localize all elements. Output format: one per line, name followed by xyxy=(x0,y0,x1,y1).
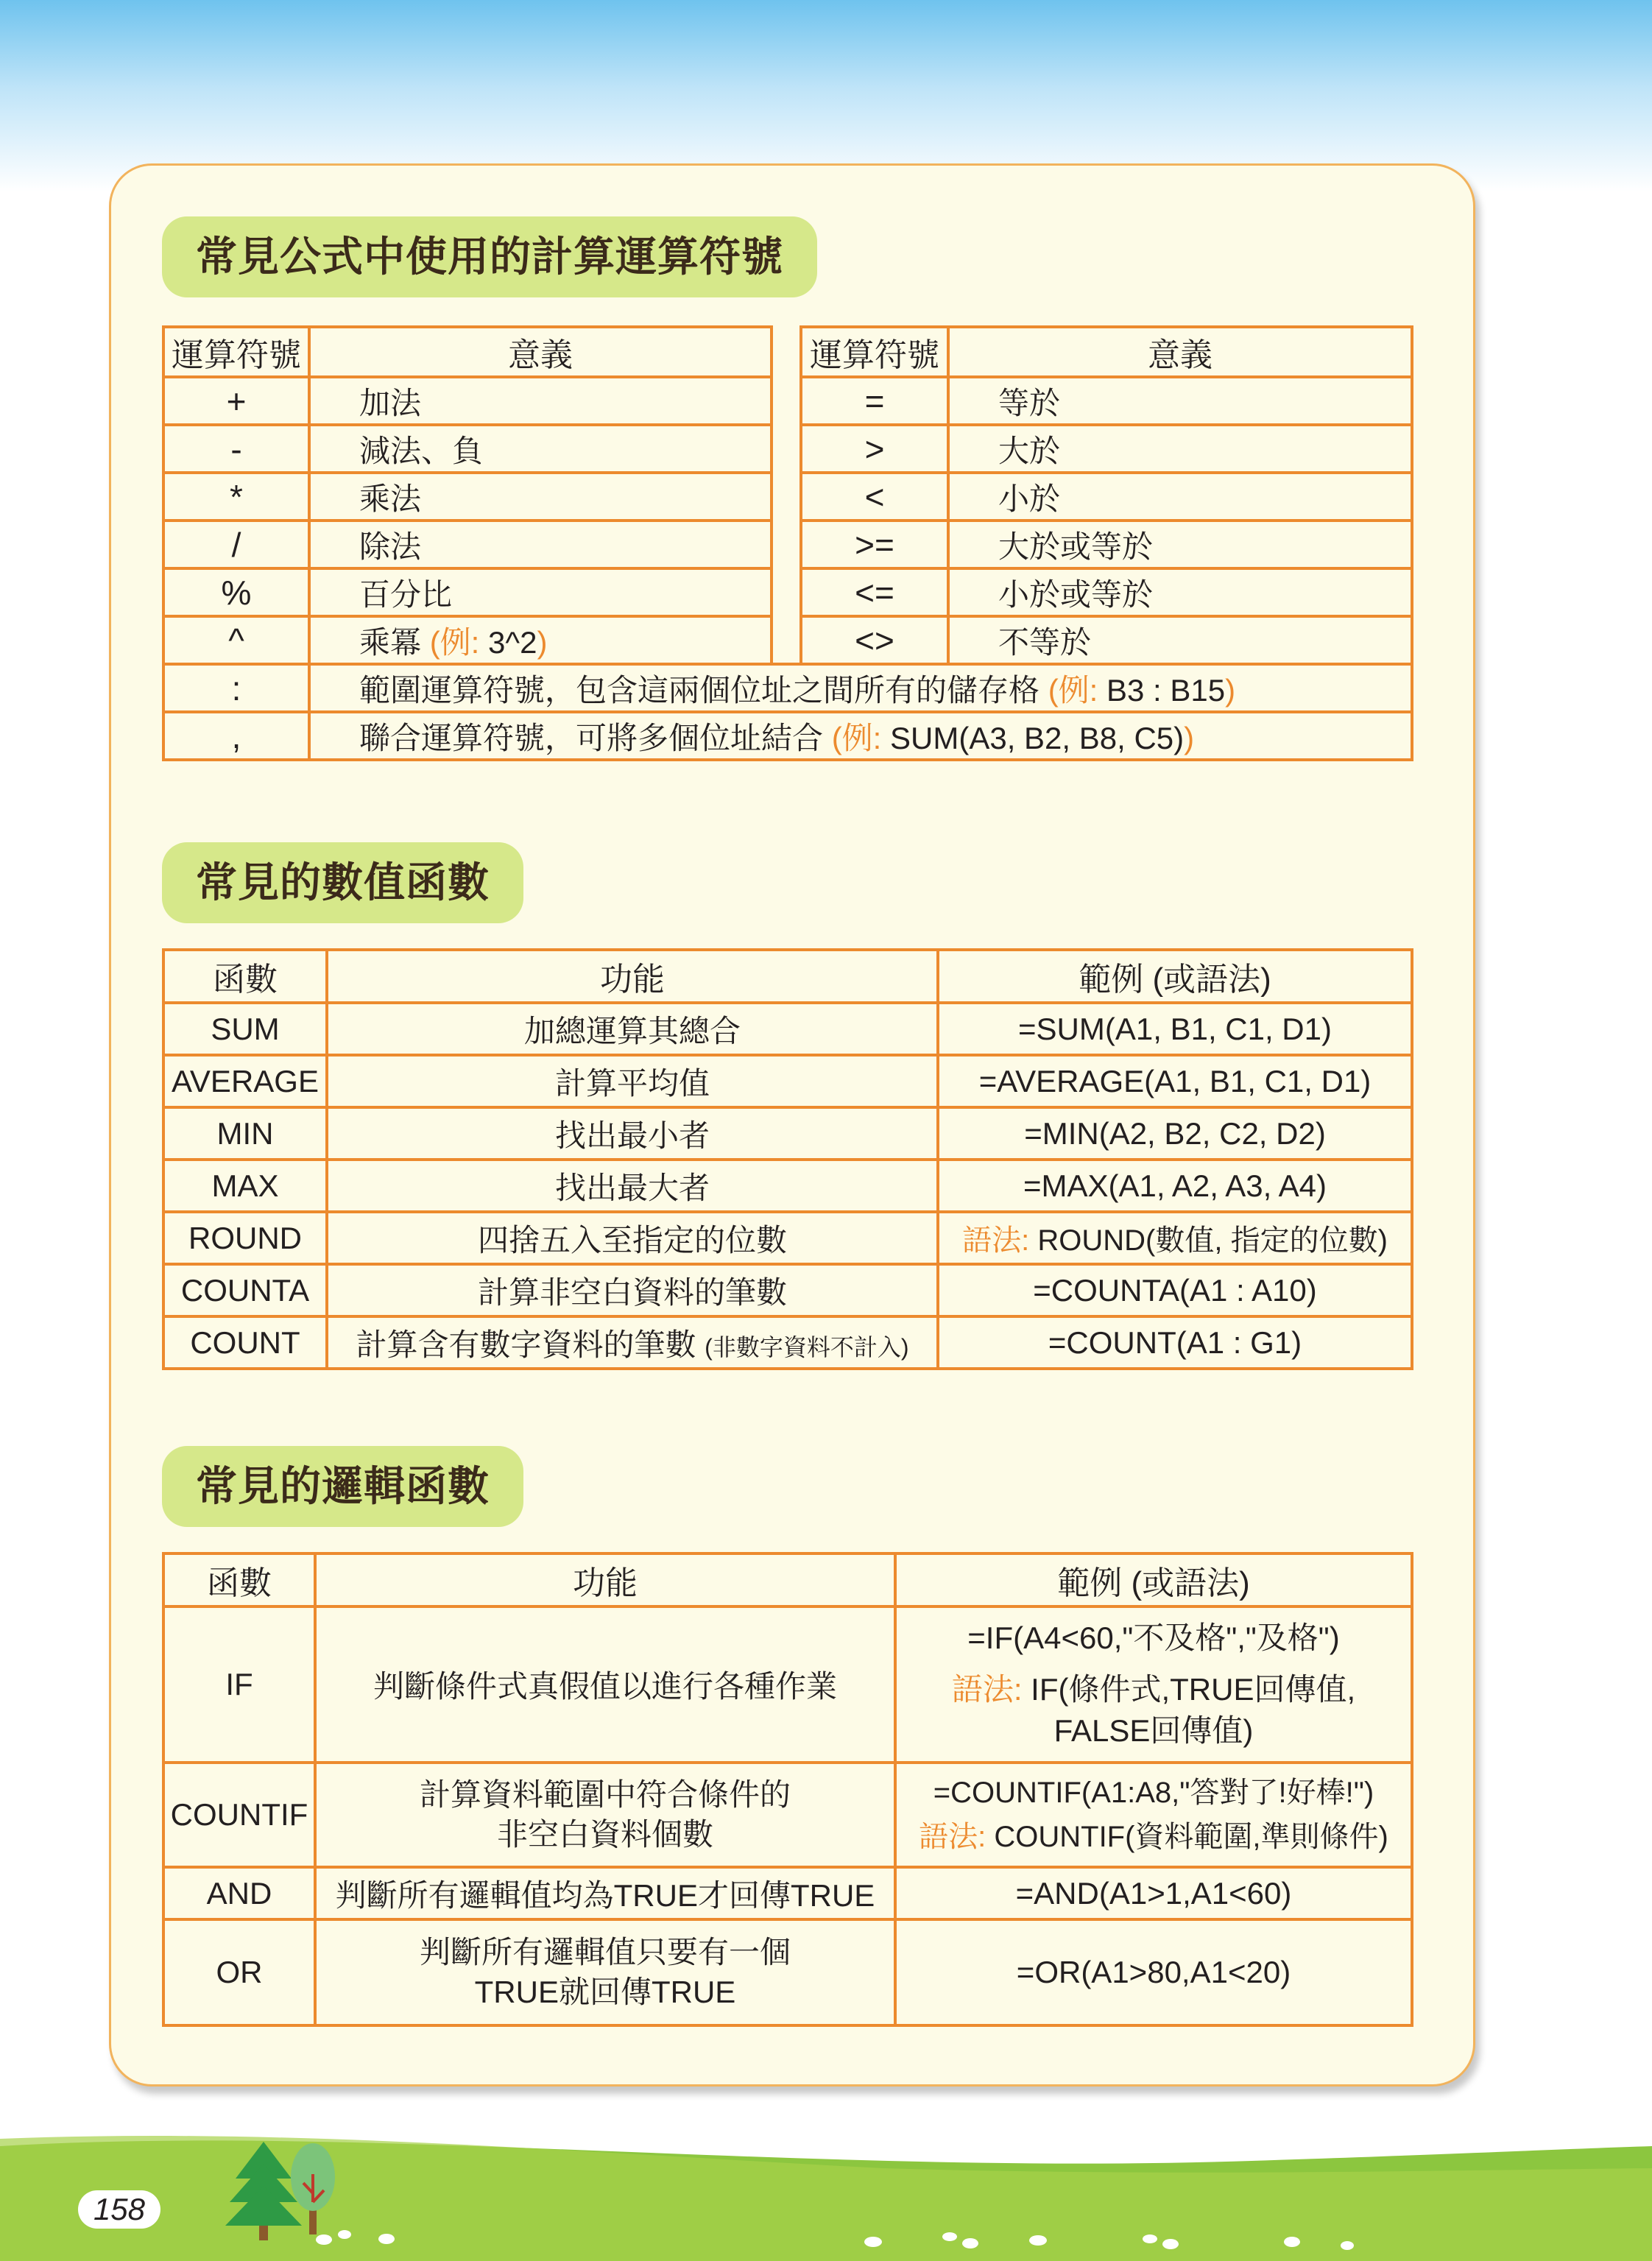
header-description: 功能 xyxy=(327,950,938,1003)
description-line: TRUE就回傳TRUE xyxy=(474,1975,736,2009)
header-symbol-left: 運算符號 xyxy=(163,327,309,377)
description-note: (非數字資料不計入) xyxy=(705,1333,909,1361)
op-meaning: 範圍運算符號，包含這兩個位址之間所有的儲存格 xyxy=(359,672,1040,708)
function-description: 找出最大者 xyxy=(327,1160,938,1212)
header-function: 函數 xyxy=(163,1553,315,1606)
op-meaning: 大於 xyxy=(948,425,1412,473)
op-meaning: 等於 xyxy=(948,377,1412,425)
function-example: =OR(A1>80,A1<20) xyxy=(895,1919,1412,2025)
op-symbol: / xyxy=(163,521,309,568)
description-line: 判斷所有邏輯值只要有一個 xyxy=(419,1935,791,1969)
function-description: 計算平均值 xyxy=(327,1055,938,1107)
op-meaning: 乘冪 xyxy=(359,624,422,660)
function-example: =IF(A4<60,"不及格","及格") xyxy=(967,1620,1340,1655)
syntax-value: IF(條件式,TRUE回傳值, xyxy=(1031,1672,1356,1707)
op-meaning-with-example xyxy=(309,712,1412,760)
function-example: =SUM(A1, B1, C1, D1) xyxy=(938,1003,1412,1055)
function-example: =MIN(A2, B2, C2, D2) xyxy=(938,1107,1412,1160)
syntax-continuation: FALSE回傳值) xyxy=(1053,1713,1254,1748)
function-example: =AND(A1>1,A1<60) xyxy=(895,1867,1412,1919)
section-title-logic: 常見的邏輯函數 xyxy=(162,1446,523,1527)
function-example: =COUNTIF(A1:A8,"答對了!好棒!") xyxy=(933,1777,1374,1809)
function-description: 判斷條件式真假值以進行各種作業 xyxy=(315,1606,895,1763)
op-symbol: < xyxy=(801,473,948,521)
function-syntax xyxy=(938,1212,1412,1264)
op-symbol: <= xyxy=(801,568,948,616)
op-meaning: 百分比 xyxy=(309,568,772,616)
op-symbol: : xyxy=(163,664,309,712)
header-description: 功能 xyxy=(315,1553,895,1606)
function-description: 判斷所有邏輯值均為TRUE才回傳TRUE xyxy=(315,1867,895,1919)
header-example: 範例 (或語法) xyxy=(938,950,1412,1003)
function-description xyxy=(315,1919,895,2025)
op-meaning: 不等於 xyxy=(948,616,1412,664)
function-name: AVERAGE xyxy=(163,1055,327,1107)
op-meaning: 乘法 xyxy=(309,473,772,521)
op-symbol: >= xyxy=(801,521,948,568)
op-meaning: 減法、負 xyxy=(309,425,772,473)
function-description: 四捨五入至指定的位數 xyxy=(327,1212,938,1264)
header-meaning-left: 意義 xyxy=(309,327,772,377)
syntax-label: 語法: xyxy=(919,1821,986,1853)
description-line: 計算資料範圍中符合條件的 xyxy=(419,1777,791,1812)
function-name: COUNTA xyxy=(163,1264,327,1316)
header-symbol-right: 運算符號 xyxy=(801,327,948,377)
function-name: COUNT xyxy=(163,1316,327,1369)
op-meaning: 除法 xyxy=(309,521,772,568)
grass-hill-illustration xyxy=(0,2131,1652,2261)
syntax-value: COUNTIF(資料範圍,準則條件) xyxy=(994,1821,1388,1853)
op-symbol: <> xyxy=(801,616,948,664)
description-line: 非空白資料個數 xyxy=(496,1817,713,1852)
syntax-label: 語法: xyxy=(962,1224,1030,1257)
function-description: 計算非空白資料的筆數 xyxy=(327,1264,938,1316)
header-example: 範例 (或語法) xyxy=(895,1553,1412,1606)
header-function: 函數 xyxy=(163,950,327,1003)
example-value: SUM(A3, B2, B8, C5) xyxy=(890,720,1185,755)
op-symbol: > xyxy=(801,425,948,473)
op-symbol: ^ xyxy=(163,616,309,664)
example-label: (例: xyxy=(831,720,882,755)
op-meaning-with-example xyxy=(309,616,772,664)
example-close: ) xyxy=(1225,672,1236,708)
op-symbol: = xyxy=(801,377,948,425)
op-meaning: 小於 xyxy=(948,473,1412,521)
function-name: OR xyxy=(163,1919,315,2025)
example-close: ) xyxy=(1184,720,1195,755)
op-meaning-with-example xyxy=(309,664,1412,712)
operators-table xyxy=(162,325,1413,761)
function-description xyxy=(327,1316,938,1369)
syntax-line xyxy=(897,1815,1411,1859)
function-name: SUM xyxy=(163,1003,327,1055)
page-number: 158 xyxy=(78,2190,160,2229)
section-title-numeric: 常見的數值函數 xyxy=(162,842,523,923)
example-close: ) xyxy=(537,624,548,660)
section-title-operators: 常見公式中使用的計算運算符號 xyxy=(162,216,817,297)
syntax-line xyxy=(897,1669,1411,1710)
numeric-functions-table xyxy=(162,948,1413,1370)
op-symbol: - xyxy=(163,425,309,473)
function-description: 找出最小者 xyxy=(327,1107,938,1160)
example-value: 3^2 xyxy=(488,624,537,660)
function-example: =AVERAGE(A1, B1, C1, D1) xyxy=(938,1055,1412,1107)
syntax-label: 語法: xyxy=(951,1672,1023,1707)
example-label: (例: xyxy=(429,624,480,660)
op-meaning: 加法 xyxy=(309,377,772,425)
function-name: IF xyxy=(163,1606,315,1763)
function-name: MAX xyxy=(163,1160,327,1212)
header-meaning-right: 意義 xyxy=(948,327,1412,377)
op-symbol: , xyxy=(163,712,309,760)
function-example-and-syntax xyxy=(895,1606,1412,1763)
function-description: 加總運算其總合 xyxy=(327,1003,938,1055)
op-symbol: * xyxy=(163,473,309,521)
op-meaning: 小於或等於 xyxy=(948,568,1412,616)
op-meaning: 聯合運算符號，可將多個位址結合 xyxy=(359,720,824,755)
function-example: =COUNTA(A1 : A10) xyxy=(938,1264,1412,1316)
function-name: AND xyxy=(163,1867,315,1919)
op-symbol: + xyxy=(163,377,309,425)
function-example: =MAX(A1, A2, A3, A4) xyxy=(938,1160,1412,1212)
description-text: 計算含有數字資料的筆數 xyxy=(356,1327,696,1362)
function-name: COUNTIF xyxy=(163,1763,315,1867)
function-name: MIN xyxy=(163,1107,327,1160)
op-symbol: % xyxy=(163,568,309,616)
op-meaning: 大於或等於 xyxy=(948,521,1412,568)
logic-functions-table xyxy=(162,1552,1413,2027)
syntax-value: ROUND(數值, 指定的位數) xyxy=(1037,1224,1388,1257)
function-name: ROUND xyxy=(163,1212,327,1264)
function-description xyxy=(315,1763,895,1867)
example-value: B3 : B15 xyxy=(1106,672,1226,708)
function-example: =COUNT(A1 : G1) xyxy=(938,1316,1412,1369)
example-label: (例: xyxy=(1048,672,1098,708)
table-gap xyxy=(772,327,801,664)
function-example-and-syntax xyxy=(895,1763,1412,1867)
